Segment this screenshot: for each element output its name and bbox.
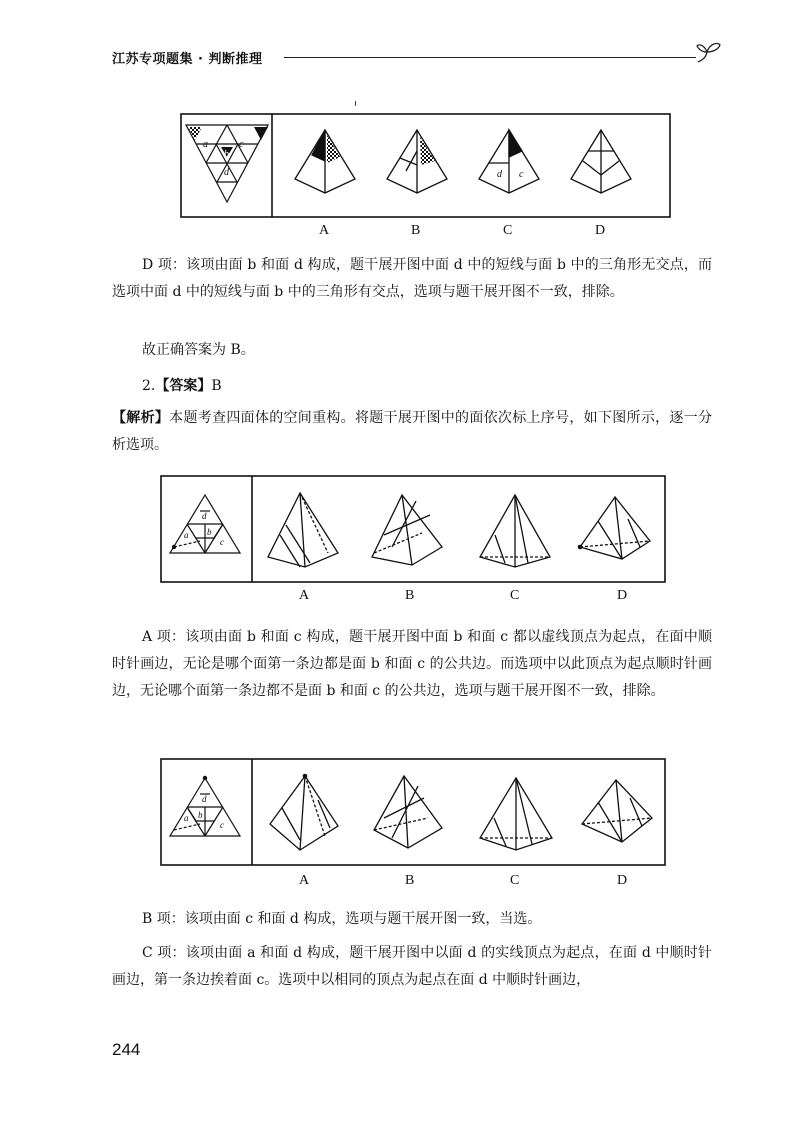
net-face-c: c xyxy=(239,139,244,150)
fig1-label-d: D xyxy=(595,223,606,238)
analysis-tag: 【解析】 xyxy=(112,410,170,426)
fig3-label-b: B xyxy=(405,873,415,888)
fig1-label-a: A xyxy=(319,223,330,238)
fig2-face-c: c xyxy=(220,537,224,547)
fig2-face-b: b xyxy=(207,527,212,537)
figure-1-drawing xyxy=(180,113,671,218)
net-face-a: a xyxy=(203,139,208,150)
answer-tag: 【答案】 xyxy=(155,378,212,394)
paragraph-conclusion: 故正确答案为 B。 xyxy=(142,342,255,358)
net-black-patch xyxy=(254,127,268,140)
fig1-opt-c-face-d: d xyxy=(497,169,502,180)
figure-2-options xyxy=(268,493,650,567)
fig3-face-b: b xyxy=(198,810,203,820)
net-face-b: b xyxy=(224,149,229,160)
figure-3-drawing xyxy=(160,758,666,866)
fig2-label-c: C xyxy=(510,588,520,603)
page-number: 244 xyxy=(112,1040,141,1059)
header-rule xyxy=(284,57,696,58)
register-mark xyxy=(355,101,356,106)
figure-2-drawing xyxy=(160,475,666,583)
figure-1-frame xyxy=(181,114,670,217)
fig3-option-b-shape xyxy=(374,776,442,848)
fig3-face-c: c xyxy=(220,820,224,830)
fig2-option-a-shape xyxy=(268,493,338,567)
fig1-opt-c-face-c: c xyxy=(519,169,524,180)
fig2-face-a: a xyxy=(184,530,189,540)
fig2-face-d: d xyxy=(202,511,207,521)
figure-1-options xyxy=(295,130,631,193)
fig1-option-c-shape xyxy=(479,130,539,193)
answer-line xyxy=(112,373,712,400)
fig3-option-a-shape xyxy=(270,776,338,850)
fig3-label-a: A xyxy=(299,873,310,888)
fig2-label-a: A xyxy=(299,588,310,603)
fig3-face-d: d xyxy=(202,794,207,804)
fig2-label-d: D xyxy=(617,588,628,603)
net-face-d: d xyxy=(224,167,229,178)
answer-value: B xyxy=(211,378,222,394)
fig2-option-d-shape xyxy=(580,497,650,559)
fig2-label-b: B xyxy=(405,588,415,603)
fig1-option-d-shape xyxy=(571,130,631,193)
running-header xyxy=(112,42,712,72)
figure-2 xyxy=(160,475,666,610)
figure-3-net xyxy=(170,778,240,836)
header-title: 江苏专项题集 · 判断推理 xyxy=(112,52,263,67)
fig1-label-b: B xyxy=(411,223,421,238)
paragraph-b-item: B 项：该项由面 c 和面 d 构成，选项与题干展开图一致，当选。 xyxy=(142,911,542,927)
figure-3 xyxy=(160,758,666,894)
figure-1 xyxy=(180,113,671,243)
analysis-text: 本题考查四面体的空间重构。将题干展开图中的面依次标上序号，如下图所示，逐一分析选项。 xyxy=(112,410,712,453)
fig3-option-d-shape xyxy=(582,780,652,842)
fig3-option-c-shape xyxy=(480,778,552,850)
figure-3-options xyxy=(270,776,652,850)
paragraph-a-item: A 项：该项由面 b 和面 c 构成，题干展开图中面 b 和面 c 都以虚线顶点为起点，在面中顺时针画边，无论是哪个面第一条边都是面 b 和面 c 的公共边。而选项中以此顶点为起点顺时针画边，无论哪个面第一条边都不是面 b 和面 c 的公共边，选项与题干展开图不一致，排除。 xyxy=(112,629,712,699)
fig2-option-c-shape xyxy=(480,495,550,567)
fig3-label-c: C xyxy=(510,873,520,888)
fig1-label-c: C xyxy=(503,223,513,238)
fig2-option-b-shape xyxy=(372,495,442,565)
fig1-option-a-shape xyxy=(295,130,355,193)
sprout-icon xyxy=(694,38,724,64)
paragraph-d-item: D 项：该项由面 b 和面 d 构成，题干展开图中面 d 中的短线与面 b 中的三角形无交点，而选项中面 d 中的短线与面 b 中的三角形有交点，选项与题干展开图不一致，排除。 xyxy=(112,257,712,300)
fig3-face-a: a xyxy=(184,813,189,823)
figure-1-net xyxy=(186,125,268,202)
answer-number: 2. xyxy=(142,378,156,394)
paragraph-analysis xyxy=(112,405,712,459)
fig1-option-b-shape xyxy=(387,130,447,193)
fig3-label-d: D xyxy=(617,873,628,888)
paragraph-c-item: C 项：该项由面 a 和面 d 构成，题干展开图中以面 d 的实线顶点为起点，在面 d 中顺时针画边，第一条边挨着面 c。选项中以相同的顶点为起点在面 d 中顺时针画边， xyxy=(112,945,712,988)
figure-2-net xyxy=(170,495,240,553)
